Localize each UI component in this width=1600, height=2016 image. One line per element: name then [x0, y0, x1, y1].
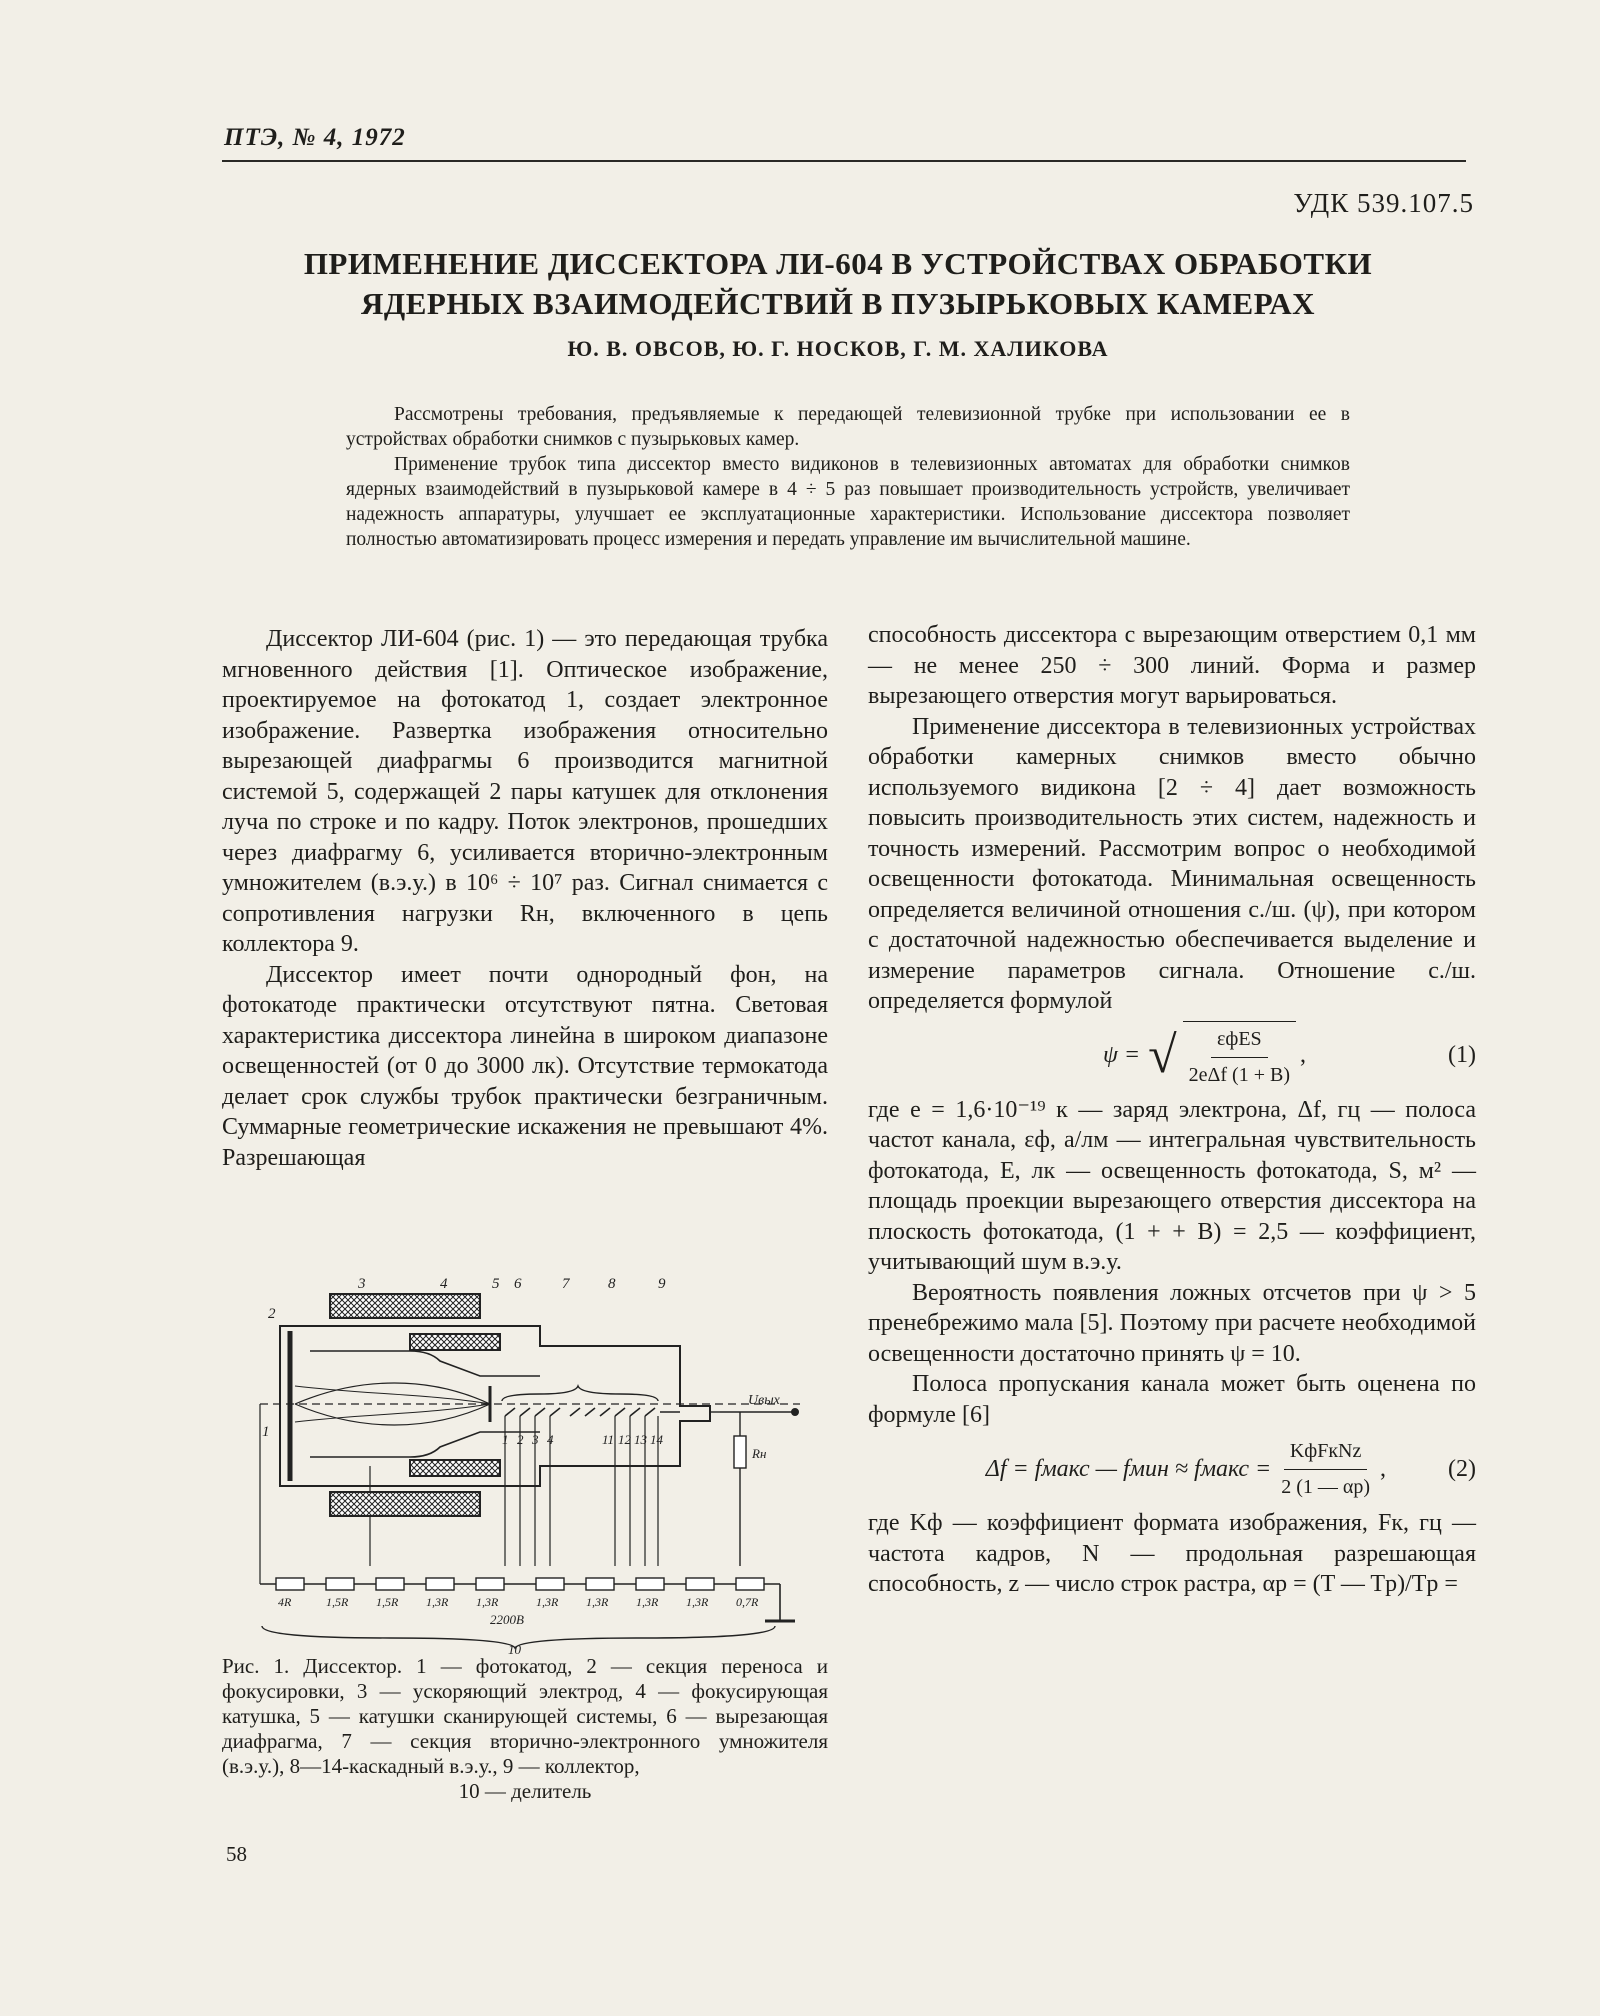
- formula-2: Δf = fмакс — fмин ≈ fмакс = $\frac{\text{KфFкNz}}{2 (1 — \alpha р)}$ , (2): [868, 1430, 1476, 1508]
- label-5: 5: [492, 1276, 500, 1292]
- focusing-coil-bottom: [330, 1492, 480, 1516]
- left-paragraph-1: Диссектор ЛИ-604 (рис. 1) — это передающая трубка мгновенного действия [1]. Оптическое изображение, проектируемое на фотокатод 1, создает электронное изображение. Развертка изображения относительно вырезающей диафрагмы 6 производится магнитной системой 5, содержащей 2 пары катушек для отклонения луча по строке и по кадру. Поток электронов, прошедших через диафрагму 6, усиливается вторично-электронным умножителем (в.э.у.) в 10⁶ ÷ 10⁷ раз. Сигнал снимается с сопротивления нагрузки Rн, включенного в цепь коллектора 9.: [222, 626, 828, 957]
- resistor-label-3: 1,5R: [376, 1595, 399, 1609]
- label-10: 10: [508, 1642, 521, 1656]
- resistor-label-9: 1,3R: [686, 1595, 709, 1609]
- formula-2-denominator: 2 (1 — αр): [1281, 1475, 1370, 1498]
- label-4: 4: [440, 1276, 448, 1292]
- dynode-label-2: 2: [517, 1432, 524, 1447]
- label-3: 3: [358, 1276, 366, 1292]
- title-line-2: ЯДЕРНЫХ ВЗАИМОДЕЙСТВИЙ В ПУЗЫРЬКОВЫХ КАМЕРАХ: [361, 286, 1315, 321]
- dynode-label-11: 11: [602, 1432, 615, 1447]
- caption-last-line: 10 — делитель: [458, 1779, 592, 1803]
- resistor-label-1: 4R: [278, 1595, 292, 1609]
- focusing-coil-top: [330, 1294, 480, 1318]
- resistor-label-8: 1,3R: [636, 1595, 659, 1609]
- formula-1: ψ = √ $\frac{\text{εфES}}{\text{2eΔf (1 + B)}}$ , (1): [868, 1017, 1476, 1095]
- page-number: 58: [226, 1842, 247, 1866]
- right-paragraph-4: Вероятность появления ложных отсчетов при ψ > 5 пренебрежимо мала [5]. Поэтому при расчете необходимой освещенности достаточно принять ψ = 10.: [868, 1279, 1476, 1367]
- abstract: [346, 402, 1350, 552]
- dynode-label-4: 4: [547, 1432, 554, 1447]
- running-head: ПТЭ, № 4, 1972: [224, 124, 406, 151]
- left-paragraph-2: Диссектор имеет почти однородный фон, на фотокатоде практически отсутствуют пятна. Световая характеристика диссектора линейна в широком диапазоне освещенностей (от 0 до 3000 лк). Отсутствие термокатода делает срок службы трубок практически безграничным. Суммарные геометрические искажения не превышают 4%. Разрешающая: [222, 961, 828, 1171]
- formula-1-numerator: εфES: [1211, 1024, 1268, 1058]
- load-resistor-label: Rн: [752, 1446, 767, 1461]
- label-7: 7: [562, 1276, 570, 1292]
- caption-main: Рис. 1. Диссектор. 1 — фотокатод, 2 — секция переноса и фокусировки, 3 — ускоряющий электрод, 4 — фокусирующая катушка, 5 — катушки сканирующей системы, 6 — вырезающая диафрагма, 7 — секция вторично-электронного умножителя (в.э.у.), 8—14-каскадный в.э.у., 9 — коллектор,: [222, 1654, 828, 1778]
- authors: Ю. В. ОВСОВ, Ю. Г. НОСКОВ, Г. М. ХАЛИКОВА: [567, 336, 1109, 361]
- dynode-label-3: 3: [532, 1432, 539, 1447]
- article-title: [300, 244, 1376, 324]
- abstract-paragraph-1: Рассмотрены требования, предъявляемые к передающей телевизионной трубке при использовании ее в устройствах обработки снимков с пузырьковых камер.: [346, 404, 1350, 450]
- label-2: 2: [268, 1306, 276, 1322]
- label-6: 6: [514, 1276, 522, 1292]
- right-paragraph-2: Применение диссектора в телевизионных устройствах обработки камерных снимков вместо обычно используемого видикона [2 ÷ 4] дает возможность повысить производительность этих систем, надежность и точность измерений. Рассмотрим вопрос о необходимой освещенности фотокатода. Минимальная освещенность определяется величиной отношения с./ш. (ψ), при котором с достаточной надежностью обеспечивается выделение и измерение параметров сигнала. Отношение с./ш. определяется формулой: [868, 713, 1476, 1014]
- label-8: 8: [608, 1276, 616, 1292]
- resistor-label-4: 1,3R: [426, 1595, 449, 1609]
- formula-1-number: (1): [1448, 1042, 1476, 1069]
- formula-1-denominator: 2eΔf (1 + B): [1188, 1063, 1290, 1086]
- formula-1-lhs: ψ =: [1103, 1042, 1141, 1069]
- dynode-label-12: 12: [618, 1432, 631, 1447]
- dynode-label-13: 13: [634, 1432, 647, 1447]
- resistor-label-7: 1,3R: [586, 1595, 609, 1609]
- scan-coil-bottom: [410, 1460, 500, 1476]
- formula-2-lhs: Δf = fмакс — fмин ≈ fмакс =: [985, 1455, 1272, 1482]
- left-column: [222, 624, 828, 1173]
- right-paragraph-5: Полоса пропускания канала может быть оценена по формуле [6]: [868, 1371, 1476, 1428]
- figure-caption: [222, 1654, 828, 1804]
- scan-coil-top: [410, 1334, 500, 1350]
- resistor-label-2: 1,5R: [326, 1595, 349, 1609]
- formula-2-numerator: KфFкNz: [1284, 1436, 1368, 1470]
- udk-code: УДК 539.107.5: [1293, 188, 1474, 218]
- supply-voltage-label: 2200В: [490, 1612, 524, 1627]
- right-column: [868, 620, 1476, 1600]
- resistor-label-5: 1,3R: [476, 1595, 499, 1609]
- abstract-paragraph-2: Применение трубок типа диссектор вместо видиконов в телевизионных автоматах для обработки снимков ядерных взаимодействий в пузырьковой камере в 4 ÷ 5 раз повышает производительность устройств, увеличивает надежность аппаратуры, улучшает ее эксплуатационные характеристики. Использование диссектора позволяет полностью автоматизировать процесс измерения и передать управление им вычислительной машине.: [346, 454, 1350, 550]
- dissector-diagram: [240, 1276, 820, 1656]
- resistor-label-10: 0,7R: [736, 1595, 759, 1609]
- formula-2-number: (2): [1448, 1455, 1476, 1482]
- output-voltage-label: Uвых: [748, 1393, 780, 1408]
- label-9: 9: [658, 1276, 666, 1292]
- right-paragraph-1: способность диссектора с вырезающим отверстием 0,1 мм — не менее 250 ÷ 300 линий. Форма и размер вырезающего отверстия могут варьироваться.: [868, 622, 1476, 709]
- right-paragraph-6: где Kф — коэффициент формата изображения, Fк, гц — частота кадров, N — продольная разрешающая способность, z — число строк растра, αр = (T — Tр)/Tр =: [868, 1510, 1476, 1597]
- header-rule: [222, 160, 1466, 162]
- dynode-label-14: 14: [650, 1432, 663, 1447]
- title-line-1: ПРИМЕНЕНИЕ ДИССЕКТОРА ЛИ-604 В УСТРОЙСТВАХ ОБРАБОТКИ: [303, 246, 1373, 281]
- label-1: 1: [262, 1424, 270, 1440]
- right-paragraph-3: где e = 1,6·10⁻¹⁹ к — заряд электрона, Δf, гц — полоса частот канала, εф, а/лм — интегральная чувствительность фотокатода, E, лк — освещенность фотокатода, S, м² — площадь проекции вырезающего отверстия диссектора на плоскость фотокатода, (1 + + B) = 2,5 — коэффициент, учитывающий шум в.э.у.: [868, 1096, 1476, 1275]
- resistor-label-6: 1,3R: [536, 1595, 559, 1609]
- dynode-label-1: 1: [502, 1432, 509, 1447]
